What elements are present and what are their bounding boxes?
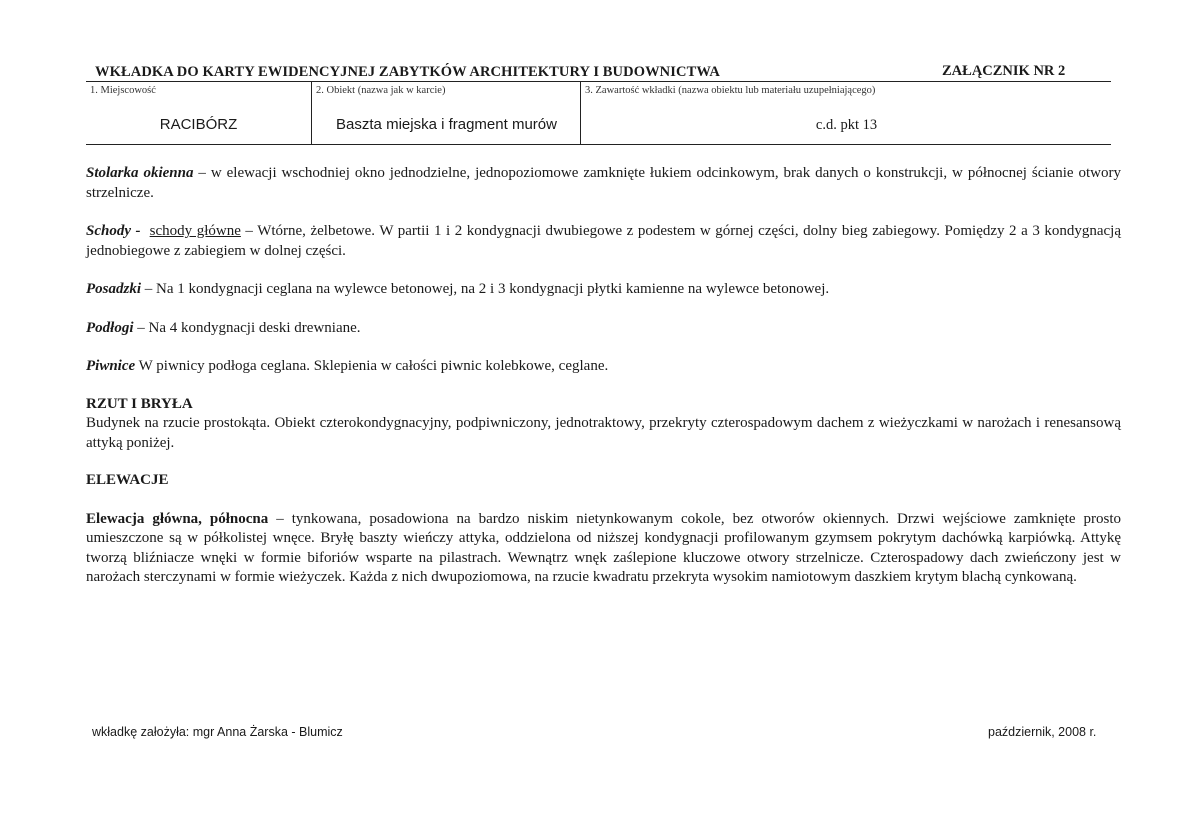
term-posadzki: Posadzki bbox=[86, 281, 142, 297]
text-piwnice: W piwnicy podłoga ceglana. Sklepienia w całości piwnic kolebkowe, ceglane. bbox=[135, 358, 609, 374]
term-schody: Schody - bbox=[86, 223, 141, 239]
field-locality bbox=[86, 82, 311, 144]
term-elewacja-glowna: Elewacja główna, północna bbox=[86, 510, 269, 527]
document-body bbox=[86, 164, 1121, 588]
field-object-value: Baszta miejska i fragment murów bbox=[336, 116, 557, 133]
paragraph-posadzki bbox=[86, 280, 1121, 300]
annex-number: ZAŁĄCZNIK NR 2 bbox=[942, 63, 1066, 79]
text-schody: – Wtórne, żelbetowe. W partii 1 i 2 kondygnacji dwubiegowe z podestem w górnej części, dolny bieg zabiegowy. Pomiędzy 2 a 3 kondygnacją jednobiegowe z zabiegiem w dolnej części. bbox=[86, 223, 1122, 259]
term-piwnice: Piwnice bbox=[86, 358, 136, 374]
footer-date: październik, 2008 r. bbox=[988, 725, 1097, 739]
header-fields-table bbox=[86, 82, 1111, 145]
field-locality-label: 1. Miejscowość bbox=[90, 85, 156, 96]
field-contents-value: c.d. pkt 13 bbox=[815, 117, 878, 133]
subterm-schody-glowne: schody główne bbox=[149, 223, 241, 239]
paragraph-stolarka bbox=[86, 164, 1121, 203]
paragraph-elewacja-glowna bbox=[86, 510, 1121, 588]
paragraph-schody bbox=[86, 222, 1121, 261]
term-stolarka: Stolarka okienna bbox=[86, 165, 194, 181]
field-contents-label: 3. Zawartość wkładki (nazwa obiektu lub materiału uzupełniającego) bbox=[585, 85, 876, 96]
paragraph-piwnice bbox=[86, 357, 1121, 377]
document-title: WKŁADKA DO KARTY EWIDENCYJNEJ ZABYTKÓW ARCHITEKTURY I BUDOWNICTWA bbox=[95, 64, 720, 80]
term-podlogi: Podłogi bbox=[86, 319, 134, 336]
text-stolarka: – w elewacji wschodniej okno jednodzielne, jednopoziomowe zamknięte łukiem odcinkowym, brak danych o konstrukcji, w północnej ścianie otwory strzelnicze. bbox=[86, 165, 1122, 201]
heading-elewacje: ELEWACJE bbox=[86, 472, 169, 488]
field-contents bbox=[580, 82, 1112, 144]
field-object-label: 2. Obiekt (nazwa jak w karcie) bbox=[316, 85, 446, 96]
field-object bbox=[311, 82, 581, 144]
field-locality-value: RACIBÓRZ bbox=[159, 116, 238, 133]
text-elewacja-glowna: – tynkowana, posadowiona na bardzo niskim nietynkowanym cokole, bez otworów okiennych. Drzwi wejściowe zamknięte prosto umieszczone są w półkolistej wnęce. Bryłę baszty wieńczy attyka, oddzielona od niższej kondygnacji profilowanym gzymsem pokrytym dachówką karpiówką. Attykę tworzą bliźniacze wnęki w formie biforiów wsparte na pilastrach. Wewnątrz wnęk zaślepione kluczowe otwory strzelnicze. Czterospadowy dach zwieńczony jest w narożach sterczynami w formie wieżyczek. Każda z nich dwupoziomowa, na rzucie kwadratu przekryta wysokim namiotowym daszkiem krytym blachą cynkowaną. bbox=[86, 510, 1121, 585]
heading-rzut-i-bryla: RZUT I BRYŁA bbox=[86, 395, 193, 412]
text-podlogi: – Na 4 kondygnacji deski drewniane. bbox=[133, 319, 361, 336]
paragraph-rzut: Budynek na rzucie prostokąta. Obiekt czterokondygnacyjny, podpiwniczony, jednotraktowy, przekryty czterospadowym dachem z wieżyczkami w narożach i renesansową attyką poniżej. bbox=[86, 415, 1121, 451]
footer-author: wkładkę założyła: mgr Anna Żarska - Blumicz bbox=[92, 725, 343, 739]
paragraph-podlogi bbox=[86, 319, 1121, 339]
text-posadzki: – Na 1 kondygnacji ceglana na wylewce betonowej, na 2 i 3 kondygnacji płytki kamienne na wylewce betonowej. bbox=[141, 281, 830, 297]
